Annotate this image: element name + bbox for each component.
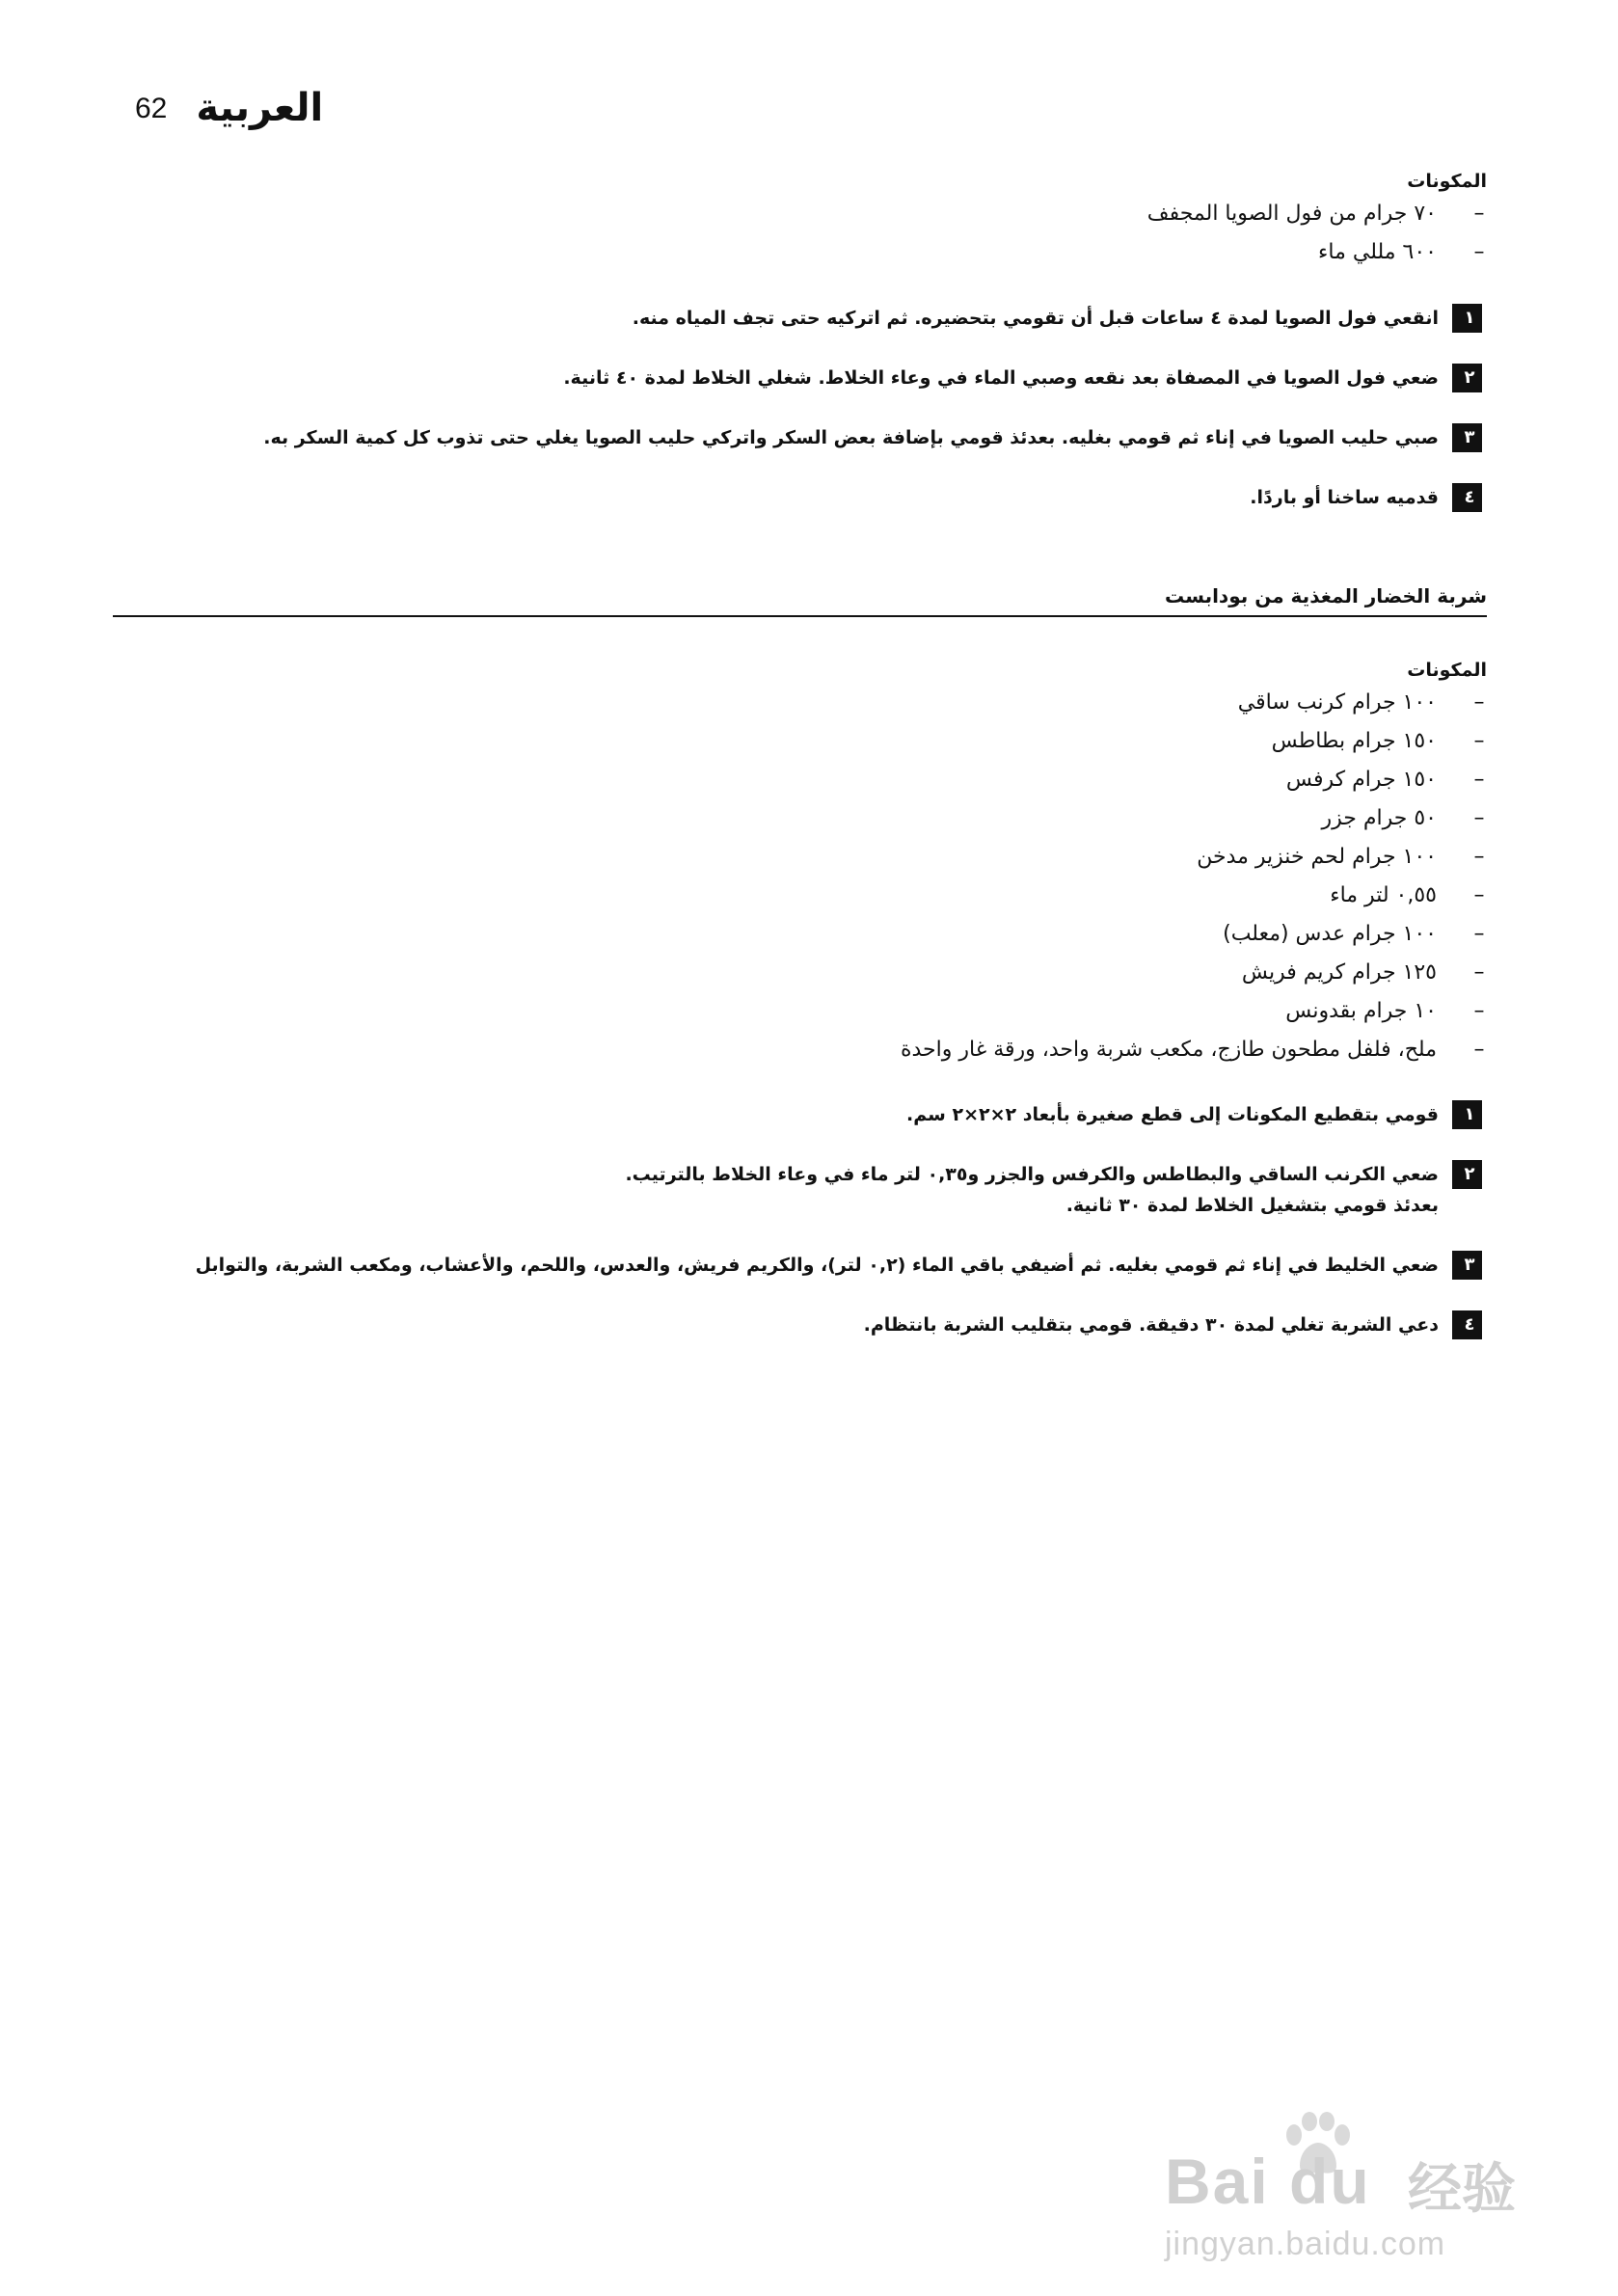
step-item [108,1310,1487,1340]
ingredient-item: – ٦٠٠ مللي ماء [1318,240,1485,264]
step-item [108,1159,1487,1221]
watermark-product: 经验 [1408,2158,1516,2221]
step-number-badge: ٢ [1452,1160,1487,1189]
ingredient-item: – ٥٠ جرام جزر [1321,806,1485,830]
step-item [108,303,1487,334]
ingredients-heading: المكونات [1407,660,1487,681]
ingredient-item: – ١٢٥ جرام كريم فريش [1241,960,1485,985]
step-text: ضعي الخليط في إناء ثم قومي بغليه. ثم أضيفي باقي الماء (٠,٢ لتر)، والكريم فريش، والعدس، واللحم، والأعشاب، ومكعب الشربة، والتوابل [195,1255,1439,1276]
ingredient-item: – ٧٠ جرام من فول الصويا المجفف [1146,202,1485,226]
step-item [108,1099,1487,1130]
step-number-badge: ٣ [1452,423,1487,452]
ingredient-item: – ٠,٥٥ لتر ماء [1330,883,1485,907]
recipe1-steps [108,303,1487,542]
recipe1-ingredients [1147,168,1487,272]
recipe2-ingredients [901,657,1487,1069]
step-item [108,422,1487,453]
recipe2-title: شربة الخضار المغذية من بودابست [1165,584,1487,608]
step-text: قدميه ساخنا أو باردًا. [1250,487,1439,508]
step-item [108,1250,1487,1281]
step-item [108,363,1487,393]
step-number-badge: ٤ [1452,483,1487,512]
ingredient-item: – ١٠٠ جرام كرنب ساقي [1237,690,1485,715]
ingredients-list [1147,195,1487,272]
page-language-title: العربية [196,86,324,130]
step-text: صبي حليب الصويا في إناء ثم قومي بغليه. بعدئذ قومي بإضافة بعض السكر واتركي حليب الصويا يغلي حتى تذوب كل كمية السكر به. [263,427,1439,448]
step-number-badge: ١ [1452,1100,1487,1129]
step-text: انقعي فول الصويا لمدة ٤ ساعات قبل أن تقومي بتحضيره. ثم اتركيه حتى تجف المياه منه. [632,308,1439,329]
baidu-watermark [1155,2112,1560,2276]
step-text: قومي بتقطيع المكونات إلى قطع صغيرة بأبعاد ٢×٢×٢ سم. [906,1104,1439,1125]
step-item [108,482,1487,513]
step-number-badge: ٢ [1452,364,1487,392]
step-text: ضعي الكرنب الساقي والبطاطس والكرفس والجزر و٠,٣٥ لتر ماء في وعاء الخلاط بالترتيب. [625,1164,1439,1185]
watermark-url: jingyan.baidu.com [1165,2226,1446,2262]
ingredient-item: – ١٠٠ جرام عدس (معلب) [1223,922,1485,946]
step-number-badge: ٤ [1452,1310,1487,1339]
step-text: ضعي فول الصويا في المصفاة بعد نقعه وصبي الماء في وعاء الخلاط. شغلي الخلاط لمدة ٤٠ ثانية. [563,367,1439,389]
ingredient-item: – ملح، فلفل مطحون طازج، مكعب شربة واحد، ورقة غار واحدة [900,1038,1485,1062]
step-number-badge: ٣ [1452,1251,1487,1280]
ingredients-heading: المكونات [1407,171,1487,192]
recipe2-steps [108,1099,1487,1369]
step-number-badge: ١ [1452,304,1487,333]
ingredients-list [901,684,1487,1069]
watermark-brand: Bai du [1165,2146,1371,2217]
step-text-continued: بعدئذ قومي بتشغيل الخلاط لمدة ٣٠ ثانية. [1065,1195,1439,1216]
ingredient-item: – ١٠ جرام بقدونس [1285,999,1485,1023]
page-number: 62 [135,93,168,124]
section-divider [113,615,1487,617]
page-header [135,69,324,130]
ingredient-item: – ١٠٠ جرام لحم خنزير مدخن [1197,845,1485,869]
ingredient-item: – ١٥٠ جرام بطاطس [1271,729,1485,753]
step-text: دعي الشربة تغلي لمدة ٣٠ دقيقة. قومي بتقليب الشربة بانتظام. [863,1314,1439,1336]
ingredient-item: – ١٥٠ جرام كرفس [1285,768,1485,792]
